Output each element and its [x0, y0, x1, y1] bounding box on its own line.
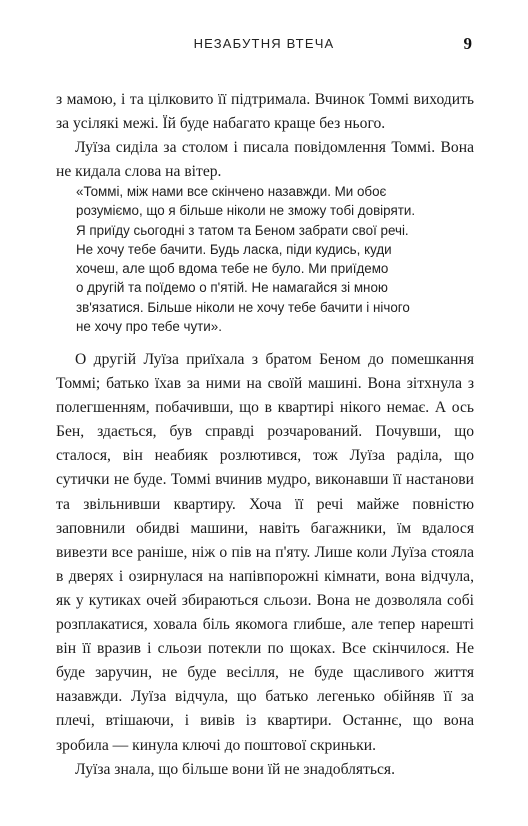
paragraph: з мамою, і та цілковито її підтримала. Вчинок Томмі виходить за усілякі межі. Їй буде набагато краще без нього.	[56, 91, 474, 133]
paragraph: Луїза знала, що більше вони їй не знадобляться.	[75, 760, 396, 778]
message-quote	[76, 182, 446, 336]
quote-line: не хочу про тебе чути».	[76, 319, 222, 335]
running-title: НЕЗАБУТНЯ ВТЕЧА	[193, 36, 335, 51]
quote-line: Не хочу тебе бачити. Будь ласка, піди кудись, куди	[76, 241, 392, 257]
quote-line: розуміємо, що я більше ніколи не зможу тобі довіряти.	[76, 203, 416, 219]
running-head	[56, 34, 472, 58]
body-text-bottom	[56, 348, 474, 782]
quote-line: зв'язатися. Більше ніколи не хочу тебе бачити і нічого	[76, 299, 410, 315]
quote-line: «Томмі, між нами все скінчено назавжди. Ми обоє	[76, 184, 387, 199]
paragraph: О другій Луїза приїхала з братом Беном до помешкання Томмі; батько їхав за ними на своїй машині. Вона зітхнула з полегшенням, побачивши, що в квартирі нікого немає. А ось Бен, здається, був справді розчарований. Почувши, що сталося, він неабияк розлютився, тож Луїза раділа, що сутички не буде. Томмі вчинив мудро, виконавши її настанови та звільнивши квартиру. Хоча її речі майже повністю заповнили обидві машини, навіть багажники, їм вдалося вивезти все раніше, ніж о пів на п'яту. Лише коли Луїза стояла в дверях і озирнулася на напівпорожні кімнати, вона відчула, як у кутиках очей збираються сльози. Вона не дозволяла собі розплакатися, ховала біль якомога глибше, але тепер нарешті він її вразив і сльози потекли по щоках. Все скінчилося. Не буде заручин, не буде весілля, не буде щасливого життя назавжди. Луїза відчула, що батько легенько обійняв її за плечі, втішаючи, і вивів із квартири. Останнє, що вона зробила — кинула ключі до поштової скриньки.	[56, 351, 474, 754]
paragraph: Луїза сиділа за столом і писала повідомлення Томмі. Вона не кидала слова на вітер.	[56, 139, 474, 181]
body-text-top	[56, 88, 474, 184]
quote-line: Я приїду сьогодні з татом та Беном забрати свої речі.	[76, 222, 409, 238]
page-number: 9	[463, 34, 472, 53]
quote-line: хочеш, але щоб вдома тебе не було. Ми приїдемо	[76, 261, 389, 277]
quote-line: о другій та поїдемо о п'ятій. Не намагайся зі мною	[76, 280, 388, 296]
